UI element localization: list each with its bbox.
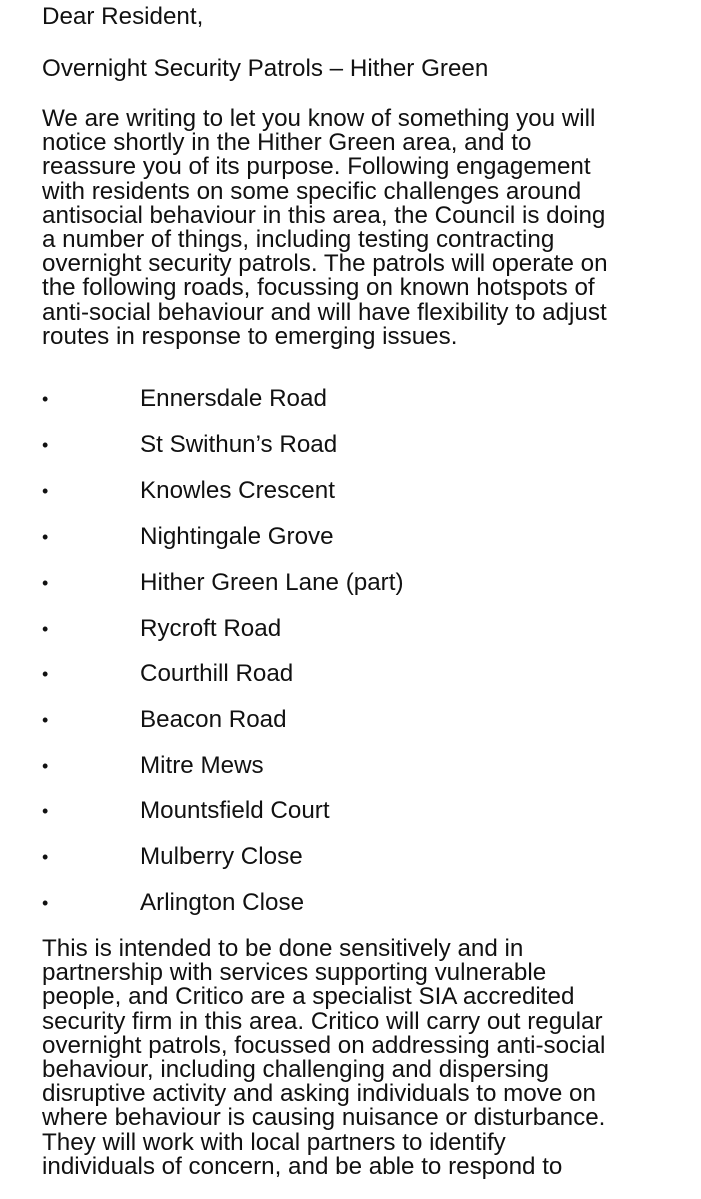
- road-name: Ennersdale Road: [140, 385, 327, 412]
- road-name: Nightingale Grove: [140, 523, 334, 550]
- bullet-icon: •: [42, 389, 49, 409]
- salutation: Dear Resident,: [42, 3, 204, 30]
- list-item: [42, 706, 682, 734]
- intro-line: antisocial behaviour in this area, the Council is doing: [42, 201, 606, 229]
- closing-line: They will work with local partners to identify: [42, 1128, 506, 1156]
- intro-line: a number of things, including testing contracting: [42, 225, 555, 253]
- closing-line: behaviour, including challenging and dispersing: [42, 1055, 549, 1083]
- road-name: Hither Green Lane (part): [140, 569, 404, 596]
- bullet-icon: •: [42, 619, 49, 639]
- road-name: Courthill Road: [140, 660, 294, 687]
- road-name: Mountsfield Court: [140, 797, 330, 824]
- road-name: Beacon Road: [140, 706, 287, 733]
- intro-line: notice shortly in the Hither Green area, and to: [42, 129, 532, 157]
- bullet-icon: •: [42, 756, 49, 776]
- list-item: [42, 569, 682, 597]
- bullet-icon: •: [42, 710, 49, 730]
- closing-paragraph: [42, 937, 692, 1179]
- list-item: [42, 797, 682, 825]
- list-item: [42, 660, 682, 688]
- bullet-icon: •: [42, 573, 49, 593]
- intro-line: routes in response to emerging issues.: [42, 322, 458, 350]
- closing-line: individuals of concern, and be able to respond to: [42, 1152, 563, 1180]
- intro-line: reassure you of its purpose. Following engagement: [42, 153, 591, 181]
- intro-paragraph: [42, 107, 692, 349]
- list-item: [42, 889, 682, 917]
- intro-line: anti-social behaviour and will have flexibility to adjust: [42, 298, 607, 326]
- list-item: [42, 752, 682, 780]
- list-item: [42, 477, 682, 505]
- closing-line: where behaviour is causing nuisance or disturbance.: [42, 1104, 606, 1132]
- bullet-icon: •: [42, 664, 49, 684]
- closing-line: security firm in this area. Critico will carry out regular: [42, 1007, 603, 1035]
- road-name: Rycroft Road: [140, 615, 282, 642]
- list-item: [42, 843, 682, 871]
- road-name: St Swithun’s Road: [140, 431, 338, 458]
- road-name: Mitre Mews: [140, 752, 264, 779]
- road-name: Arlington Close: [140, 889, 305, 916]
- list-item: [42, 431, 682, 459]
- closing-line: This is intended to be done sensitively and in: [42, 935, 524, 962]
- intro-line: overnight security patrols. The patrols will operate on: [42, 250, 608, 278]
- road-name: Mulberry Close: [140, 843, 303, 870]
- bullet-icon: •: [42, 527, 49, 547]
- list-item: [42, 615, 682, 643]
- intro-line: the following roads, focussing on known hotspots of: [42, 274, 595, 302]
- intro-line: We are writing to let you know of something you will: [42, 105, 596, 132]
- closing-line: people, and Critico are a specialist SIA accredited: [42, 983, 575, 1011]
- road-name: Knowles Crescent: [140, 477, 335, 504]
- bullet-icon: •: [42, 481, 49, 501]
- closing-line: partnership with services supporting vulnerable: [42, 959, 547, 987]
- list-item: [42, 385, 682, 413]
- list-item: [42, 523, 682, 551]
- closing-line: overnight patrols, focussed on addressing anti-social: [42, 1031, 606, 1059]
- bullet-icon: •: [42, 435, 49, 455]
- intro-line: with residents on some specific challenges around: [42, 177, 582, 205]
- bullet-icon: •: [42, 893, 49, 913]
- bullet-icon: •: [42, 847, 49, 867]
- closing-line: disruptive activity and asking individuals to move on: [42, 1080, 596, 1108]
- letter-subject: Overnight Security Patrols – Hither Green: [42, 55, 489, 82]
- bullet-icon: •: [42, 801, 49, 821]
